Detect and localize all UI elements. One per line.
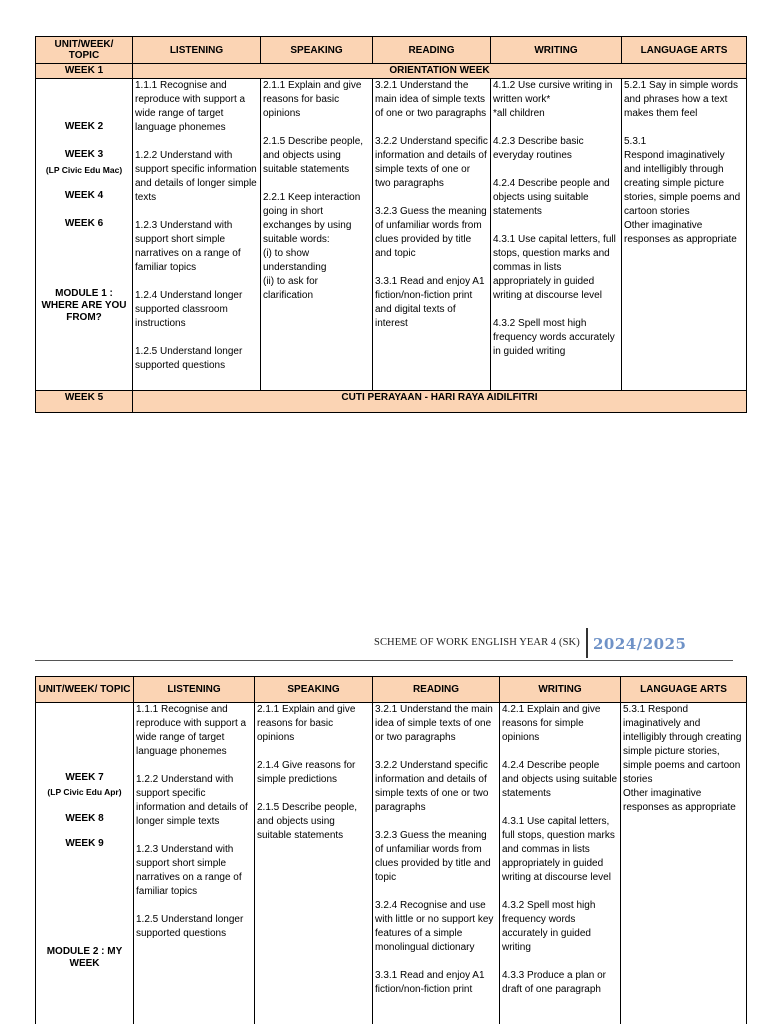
week-label: WEEK 9 xyxy=(65,838,104,849)
week-label: WEEK 3 xyxy=(64,149,104,160)
skill-item: 1.2.3 Understand with support short simple narratives on a range of familiar topics xyxy=(136,844,245,897)
language-arts-cell xyxy=(621,703,747,1024)
module-label: MODULE 1 : WHERE ARE YOU FROM? xyxy=(41,288,127,323)
week-sublabel: (LP Civic Edu Mac) xyxy=(45,165,123,175)
skill-item: 4.3.1 Use capital letters, full stops, question marks and commas in lists appropriately in guided writing at discourse level xyxy=(493,234,619,301)
writing-cell xyxy=(491,79,622,391)
skill-item: 1.2.2 Understand with support specific information and details of longer simple texts xyxy=(136,774,251,827)
speaking-cell xyxy=(255,703,373,1024)
week5-label: WEEK 5 xyxy=(36,391,133,413)
language-arts-cell xyxy=(622,79,747,391)
header-speaking: SPEAKING xyxy=(255,677,373,703)
scheme-table-1 xyxy=(35,36,747,413)
listening-cell xyxy=(133,79,261,391)
skill-item: 1.1.1 Recognise and reproduce with support a wide range of target language phonemes xyxy=(136,704,249,757)
skill-item: 4.1.2 Use cursive writing in written work* *all children xyxy=(493,80,613,119)
week5-row xyxy=(36,391,747,413)
speaking-cell xyxy=(261,79,373,391)
header-writing: WRITING xyxy=(491,37,622,64)
skill-item: 2.1.5 Describe people, and objects using suitable statements xyxy=(263,136,366,175)
module1-row xyxy=(36,79,747,391)
skill-item: 4.3.2 Spell most high frequency words accurately in guided writing xyxy=(502,900,599,953)
week-label: WEEK 7 xyxy=(65,772,104,783)
skill-item: 3.2.2 Understand specific information and details of simple texts of one or two paragraphs xyxy=(375,136,491,189)
skill-item: 3.2.4 Recognise and use with little or no support key features of a simple monolingual dictionary xyxy=(375,900,497,953)
skill-item: 3.2.2 Understand specific information and details of simple texts of one or two paragraphs xyxy=(375,760,492,813)
skill-item: 1.1.1 Recognise and reproduce with support a wide range of target language phonemes xyxy=(135,80,248,133)
skill-item: 4.3.3 Produce a plan or draft of one paragraph xyxy=(502,970,609,995)
skill-item: 5.3.1 Respond imaginatively and intelligibly through creating simple picture stories, simple poems and cartoon stories Other imaginative responses as appropriate xyxy=(623,704,742,813)
writing-cell xyxy=(500,703,621,1024)
header-speaking: SPEAKING xyxy=(261,37,373,64)
header-reading: READING xyxy=(373,37,491,64)
orientation-week-band: ORIENTATION WEEK xyxy=(133,64,747,79)
academic-year: 2024/2025 xyxy=(593,635,687,653)
table-header-row xyxy=(36,37,747,64)
skill-item: 1.2.5 Understand longer supported questions xyxy=(136,914,247,939)
header-listening: LISTENING xyxy=(134,677,255,703)
skill-item: 3.3.1 Read and enjoy A1 fiction/non-fiction print and digital texts of interest xyxy=(375,276,488,329)
week-sublabel: (LP Civic Edu Apr) xyxy=(47,787,122,797)
listening-cell xyxy=(134,703,255,1024)
skill-item: 3.2.1 Understand the main idea of simple texts of one or two paragraphs xyxy=(375,704,496,743)
skill-item: 4.3.2 Spell most high frequency words accurately in guided writing xyxy=(493,318,618,357)
skill-item: 5.2.1 Say in simple words and phrases how a text makes them feel xyxy=(624,80,741,119)
header-unit-week-topic: UNIT/WEEK/ TOPIC xyxy=(36,677,134,703)
skill-item: 4.2.1 Explain and give reasons for simple opinions xyxy=(502,704,604,743)
skill-item: 1.2.5 Understand longer supported questions xyxy=(135,346,246,371)
header-divider xyxy=(586,628,588,658)
skill-item: 2.1.1 Explain and give reasons for basic opinions xyxy=(263,80,365,119)
skill-item: 5.3.1 Respond imaginatively and intelligibly through creating simple picture stories, simple poems and cartoon stories Other imaginative responses as appropriate xyxy=(624,136,741,245)
week-label: WEEK 4 xyxy=(64,190,104,201)
skill-item: 4.2.4 Describe people and objects using suitable statements xyxy=(502,760,620,799)
module2-week-cell xyxy=(36,703,134,1024)
skill-item: 1.2.4 Understand longer supported classroom instructions xyxy=(135,290,246,329)
skill-item: 2.1.5 Describe people, and objects using suitable statements xyxy=(257,802,360,841)
skill-item: 3.2.1 Understand the main idea of simple texts of one or two paragraphs xyxy=(375,80,488,119)
holiday-band: CUTI PERAYAAN - HARI RAYA AIDILFITRI xyxy=(133,391,747,413)
module2-row xyxy=(36,703,747,1024)
header-language-arts: LANGUAGE ARTS xyxy=(622,37,747,64)
skill-item: 3.2.3 Guess the meaning of unfamiliar words from clues provided by title and topic xyxy=(375,206,490,259)
skill-item: 4.2.4 Describe people and objects using suitable statements xyxy=(493,178,613,217)
skill-item: 4.2.3 Describe basic everyday routines xyxy=(493,136,587,161)
document-title: SCHEME OF WORK ENGLISH YEAR 4 (SK) xyxy=(374,637,580,648)
week1-label: WEEK 1 xyxy=(36,64,133,79)
header-reading: READING xyxy=(373,677,500,703)
skill-item: 4.3.1 Use capital letters, full stops, question marks and commas in lists appropriately in guided writing at discourse level xyxy=(502,816,618,883)
header-rule xyxy=(35,660,733,661)
module-label: MODULE 2 : MY WEEK xyxy=(46,946,123,969)
module1-week-cell xyxy=(36,79,133,391)
week-label: WEEK 8 xyxy=(65,813,104,824)
header-unit-week-topic: UNIT/WEEK/ TOPIC xyxy=(36,37,133,64)
reading-cell xyxy=(373,79,491,391)
scheme-table-2 xyxy=(35,676,747,1024)
reading-cell xyxy=(373,703,500,1024)
skill-item: 3.2.3 Guess the meaning of unfamiliar words from clues provided by title and topic xyxy=(375,830,494,883)
week-label: WEEK 2 xyxy=(64,121,104,132)
header-listening: LISTENING xyxy=(133,37,261,64)
skill-item: 1.2.3 Understand with support short simple narratives on a range of familiar topics xyxy=(135,220,244,273)
week-label: WEEK 6 xyxy=(64,218,104,229)
skill-item: 2.1.1 Explain and give reasons for basic opinions xyxy=(257,704,359,743)
skill-item: 3.3.1 Read and enjoy A1 fiction/non-fiction print xyxy=(375,970,488,995)
skill-item: 2.1.4 Give reasons for simple predictions xyxy=(257,760,359,785)
week1-row xyxy=(36,64,747,79)
header-writing: WRITING xyxy=(500,677,621,703)
skill-item: 1.2.2 Understand with support specific information and details of longer simple texts xyxy=(135,150,260,203)
header-language-arts: LANGUAGE ARTS xyxy=(621,677,747,703)
skill-item: 2.2.1 Keep interaction going in short exchanges by using suitable words: (i) to show understanding (ii) to ask for clarification xyxy=(263,192,361,301)
table-header-row xyxy=(36,677,747,703)
